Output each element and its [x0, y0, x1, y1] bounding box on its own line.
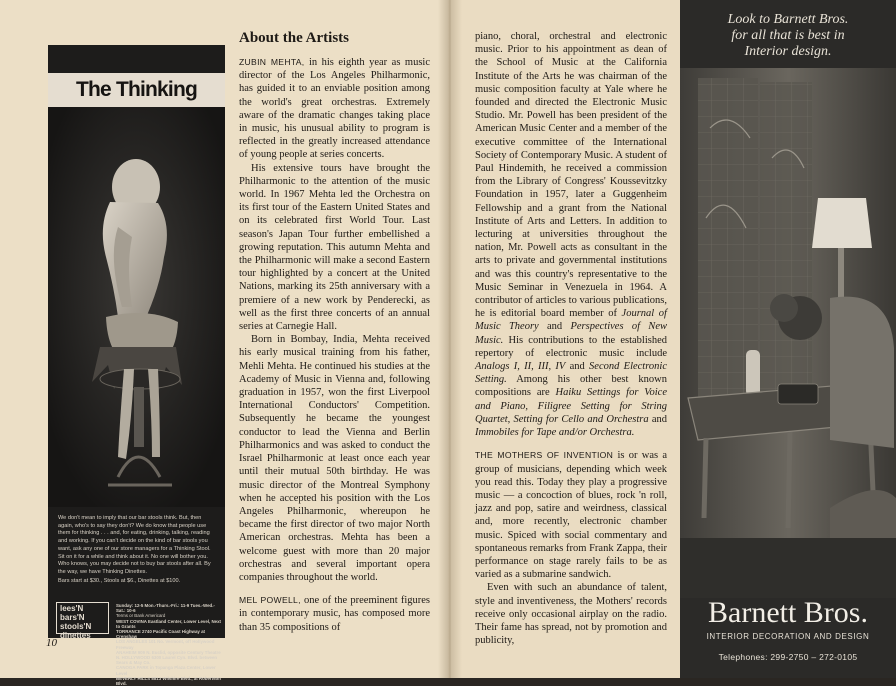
- article-column-2: [475, 30, 667, 647]
- paragraph-text: His extensive tours have brought the Philharmonic to the attention of the music world. In 1967 Mehta led the Orchestra on its first tour of the Eastern United States and on its celebrated first World Tour. Last season's Japan Tour further embellished a growing reputation. This autumn Mehta and the Philharmonic will make a second Eastern tour highlighted by a concert at the United Nations, marking its 25th anniversary with a premiere of a new work by Penderecki, as well as the first three concerts of an annual series at Carnegie Hall.: [239, 162, 430, 333]
- work-title: Immobiles for Tape and/or Orchestra.: [475, 427, 635, 439]
- terms-line: Terms or Bank Americard: [116, 613, 166, 619]
- store-location: BEVERLY HILLS 8813 Wilshire Blvd., at Robertson Blvd.: [116, 675, 221, 686]
- work-title: Second Electronic Setting.: [475, 361, 667, 386]
- paragraph-mothers-fame: [475, 581, 667, 647]
- ad-headline: The Thinking: [48, 73, 225, 107]
- logo-line: dinettes: [60, 631, 91, 640]
- paragraph-text: piano, choral, orchestral and electronic music. Prior to his appointment as dean of the School of Music at the California Institute of the Arts he was chairman of the music composition faculty at Yale where he founded and directed the Electronic Music Studio. Mr. Powell has been president of the American Music Center and a member of the executive committee of the International Society of Contemporary Music. A student of Paul Hindemith, he received a commission from the Library of Congress' Koussevitzky Foundation in 1957, later a Guggenheim Fellowship and a grant from the National Institute of Arts and Letters. In addition to lecturing at universities throughout the nation, Mr. Powell acts as consultant in the arts to private and governmental institutions and was this country's representative to the Music Seminar in Venezuela in 1964. A contributor of articles to various publications, he is editorial board member of: [475, 31, 667, 320]
- work-title: Analogs I, II, III, IV: [475, 361, 566, 373]
- interior-photo: [680, 68, 896, 598]
- connector-text: and: [565, 361, 590, 373]
- connector-text: and: [648, 413, 667, 425]
- stool-photo: [48, 107, 225, 507]
- paragraph-powell-cont: [475, 30, 667, 439]
- paragraph-text: is or was a group of musicians, depending which week you read this. Today they play a progressive music — a concoction of blues, rock 'n roll, jazz and pop, satire and weirdness, classical and, more recently, electronic chamber music. Spiced with social commentary and spontaneous remarks from Frank Zappa, their performance on stage rarely fails to be as varied as a submarine sandwich.: [475, 450, 667, 581]
- connector-text: and: [538, 321, 571, 333]
- paragraph-text: Born in Bombay, India, Mehta received his early musical training from his father, Mehli Mehta. He continued his studies at the Academy of Music in Vienna and, following graduation in 1957, won the first Liverpool International Conductors' Competition. Subsequently he became the youngest conductor to lead the Vienna and Berlin Philharmonics and was asked to conduct the Israel Philharmonic at least once each year until their mutual 50th birthday. He was music director of the Montreal Symphony when he accepted his position with the Los Angeles Philharmonic, whereupon he became the first director of two major North American orchestras. Mehta has been a welcome guest with more than 20 major orchestras and several important opera companies throughout the world.: [239, 334, 430, 583]
- store-location: LOS ANGELES 101 No. Vermont, off Hollywood Freeway: [116, 639, 215, 650]
- paragraph-text: in his eighth year as music director of the Los Angeles Philharmonic, has guided it to an enviable position among the world's great orchestras. Extremely aware of the dramatic changes taking place in music, his unusual ability to program is reflected in the greatly increased attendance of young people at series concerts.: [239, 57, 430, 161]
- store-hours: [116, 603, 222, 686]
- store-location: ANAHEIM 909 N. Euclid, opposite Century Theatre: [116, 649, 221, 655]
- logo-line: bars'N: [60, 613, 85, 622]
- paragraph-mehta-intro: [239, 56, 430, 162]
- store-location: WEST COVINA Eastland Center, Lower Level, Next to Grants: [116, 618, 221, 629]
- paragraph-text: Even with such an abundance of talent, style and inventiveness, the Mothers' records receive only occasional airplay on the radio. Their fame has spread, not by promotion and publicity,: [475, 582, 667, 647]
- barnett-bros-ad: [680, 0, 896, 678]
- barnett-brand: Barnett Bros.: [708, 596, 868, 629]
- article-column-1: [239, 56, 430, 634]
- page-gutter: [438, 0, 462, 678]
- ad-body-text: We don't mean to imply that our bar stools think. But, then again, who's to say they don't? We do know that people use them for thinking . . . and, for eating, drinking, talking, reading and working. If you can't decide on the kind of bar stools you want, ask any one of our store managers for a Thinking Stool. Sit on it for a while and think about it. No one will bother you. Who knows, you may decide not to buy bar stools after all. By the way, we have Thinking Dinettes.: [58, 515, 211, 575]
- paragraph-bombay: [239, 333, 430, 584]
- paragraph-text: one of the preeminent figures in contemporary music, has composed more than 35 compositions of: [239, 595, 430, 633]
- store-location: CANOGA PARK in Topanga Plaza Center, Lower Level: [116, 665, 216, 676]
- journal-title: Perspectives of New Music.: [475, 321, 667, 346]
- thinking-stool-ad: [48, 45, 225, 686]
- store-location: TORRANCE 2740 Pacific Coast Highway at Crenshaw: [116, 629, 205, 640]
- tagline-line: for all that is best in: [731, 28, 845, 43]
- hours-line: Sunday: 12-5 Mon.-Thurs.-Fri.: 11-9 Tues.-Wed.-Sat.: 10-6: [116, 603, 215, 614]
- artist-name: MEL POWELL,: [239, 595, 301, 606]
- logo-line: stools'N: [60, 622, 92, 631]
- article-title: About the Artists: [239, 30, 350, 46]
- ad-tagline: [680, 12, 896, 60]
- page-number: 10: [46, 637, 57, 649]
- artist-name: ZUBIN MEHTA,: [239, 57, 305, 67]
- store-logo: [56, 602, 109, 640]
- store-location: N. HOLLYWOOD 6300 Laurel Cyn. Blvd. between Sears & May Co.: [116, 655, 218, 666]
- paragraph-powell-intro: [239, 594, 430, 634]
- work-title: Haiku Settings for Voice and Piano, Filigree Setting for String Quartet, Setting for Cello and Orchestra: [475, 387, 667, 425]
- tagline-line: Interior design.: [744, 44, 832, 59]
- paragraph-tours: [239, 162, 430, 334]
- paragraph-mothers-intro: [475, 449, 667, 581]
- journal-title: Journal of Music Theory: [475, 308, 667, 333]
- paragraph-text: His contributions to the established repertory of electronic music include: [475, 334, 667, 359]
- barnett-phones: Telephones: 299-2750 – 272-0105: [718, 652, 858, 662]
- ad-prices: Bars start at $30., Stools at $6., Dinettes at $100.: [58, 577, 181, 584]
- logo-line: lees'N: [60, 604, 84, 613]
- ad-body: [48, 515, 225, 585]
- barnett-subtitle: INTERIOR DECORATION AND DESIGN: [706, 632, 870, 641]
- tagline-line: Look to Barnett Bros.: [727, 12, 849, 27]
- paragraph-text: Among his other best known compositions are: [475, 374, 667, 399]
- artist-name: THE MOTHERS OF INVENTION: [475, 450, 614, 461]
